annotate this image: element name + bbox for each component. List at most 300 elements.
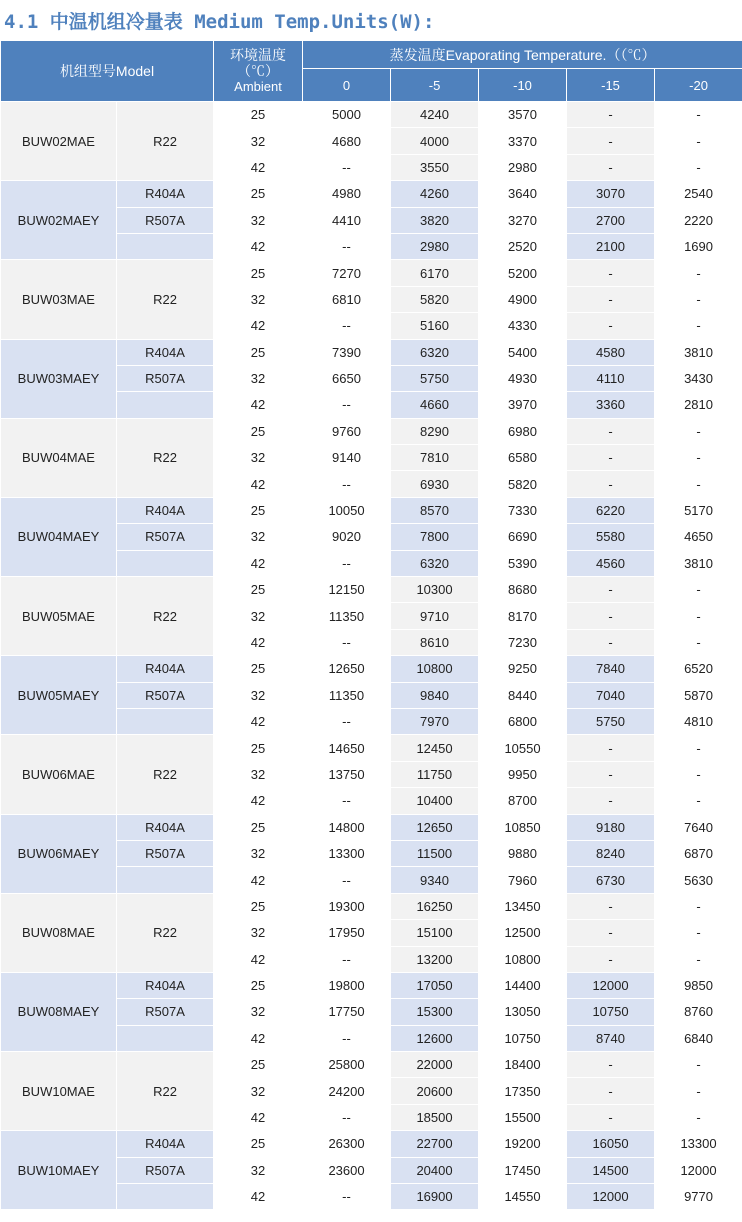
- ambient-cell: 25: [214, 577, 303, 603]
- capacity-value-cell: -: [567, 761, 655, 787]
- ambient-cell: 32: [214, 999, 303, 1025]
- capacity-value-cell: 5200: [479, 260, 567, 286]
- capacity-value-cell: 9140: [303, 445, 391, 471]
- capacity-value-cell: 2100: [567, 233, 655, 259]
- table-row: [1, 577, 742, 603]
- capacity-value-cell: -: [655, 761, 742, 787]
- capacity-value-cell: 7800: [391, 524, 479, 550]
- capacity-value-cell: -: [655, 735, 742, 761]
- ambient-cell: 25: [214, 339, 303, 365]
- refrigerant-cell: R507A: [117, 207, 214, 233]
- capacity-value-cell: 10300: [391, 577, 479, 603]
- evap-temp-header: 0: [303, 69, 391, 102]
- refrigerant-cell: [117, 392, 214, 418]
- capacity-value-cell: -: [655, 418, 742, 444]
- capacity-value-cell: 16050: [567, 1131, 655, 1157]
- ambient-cell: 42: [214, 392, 303, 418]
- capacity-value-cell: 16250: [391, 893, 479, 919]
- page-title: 4.1 中温机组冷量表 Medium Temp.Units(W):: [4, 11, 435, 33]
- capacity-value-cell: 9840: [391, 682, 479, 708]
- capacity-value-cell: 7230: [479, 629, 567, 655]
- capacity-value-cell: 7640: [655, 814, 742, 840]
- capacity-value-cell: 9710: [391, 603, 479, 629]
- capacity-value-cell: 12150: [303, 577, 391, 603]
- capacity-value-cell: -: [655, 1052, 742, 1078]
- capacity-value-cell: -: [655, 471, 742, 497]
- ambient-header-line-2: （℃）: [237, 63, 280, 79]
- capacity-value-cell: 14550: [479, 1184, 567, 1210]
- evaporating-temp-header: 蒸发温度Evaporating Temperature.（（℃）: [303, 41, 742, 69]
- ambient-cell: 32: [214, 1078, 303, 1104]
- refrigerant-cell: R22: [117, 735, 214, 814]
- ambient-cell: 25: [214, 1052, 303, 1078]
- capacity-value-cell: -: [567, 577, 655, 603]
- refrigerant-cell: [117, 550, 214, 576]
- capacity-value-cell: 11500: [391, 840, 479, 866]
- capacity-value-cell: 25800: [303, 1052, 391, 1078]
- capacity-value-cell: -: [567, 735, 655, 761]
- capacity-value-cell: 8760: [655, 999, 742, 1025]
- capacity-value-cell: 4240: [391, 102, 479, 128]
- capacity-value-cell: -: [567, 1078, 655, 1104]
- refrigerant-cell: [117, 867, 214, 893]
- capacity-value-cell: 4980: [303, 181, 391, 207]
- capacity-value-cell: --: [303, 788, 391, 814]
- capacity-value-cell: 14800: [303, 814, 391, 840]
- capacity-value-cell: 7970: [391, 708, 479, 734]
- capacity-value-cell: 5160: [391, 313, 479, 339]
- capacity-value-cell: 8610: [391, 629, 479, 655]
- capacity-value-cell: 5820: [479, 471, 567, 497]
- capacity-value-cell: -: [655, 260, 742, 286]
- capacity-value-cell: -: [655, 102, 742, 128]
- ambient-cell: 32: [214, 286, 303, 312]
- capacity-value-cell: 4260: [391, 181, 479, 207]
- capacity-value-cell: -: [655, 1104, 742, 1130]
- ambient-cell: 25: [214, 260, 303, 286]
- refrigerant-cell: [117, 233, 214, 259]
- capacity-value-cell: 7040: [567, 682, 655, 708]
- capacity-value-cell: 4560: [567, 550, 655, 576]
- capacity-value-cell: 16900: [391, 1184, 479, 1210]
- capacity-value-cell: 6320: [391, 339, 479, 365]
- capacity-value-cell: 20400: [391, 1157, 479, 1183]
- refrigerant-cell: R404A: [117, 814, 214, 840]
- capacity-value-cell: -: [567, 920, 655, 946]
- ambient-cell: 32: [214, 682, 303, 708]
- capacity-value-cell: 3270: [479, 207, 567, 233]
- ambient-cell: 42: [214, 788, 303, 814]
- evap-temp-header: -5: [391, 69, 479, 102]
- table-row: [1, 181, 742, 207]
- capacity-value-cell: 2980: [479, 154, 567, 180]
- capacity-value-cell: 6980: [479, 418, 567, 444]
- model-cell: BUW04MAEY: [1, 497, 117, 576]
- capacity-value-cell: 4580: [567, 339, 655, 365]
- ambient-cell: 42: [214, 313, 303, 339]
- capacity-value-cell: 9020: [303, 524, 391, 550]
- ambient-cell: 32: [214, 1157, 303, 1183]
- refrigerant-cell: R507A: [117, 840, 214, 866]
- refrigerant-cell: R404A: [117, 656, 214, 682]
- refrigerant-cell: R507A: [117, 1157, 214, 1183]
- capacity-value-cell: 3970: [479, 392, 567, 418]
- ambient-cell: 42: [214, 946, 303, 972]
- capacity-value-cell: 9850: [655, 972, 742, 998]
- capacity-value-cell: 19300: [303, 893, 391, 919]
- capacity-value-cell: -: [567, 313, 655, 339]
- refrigerant-cell: R22: [117, 418, 214, 497]
- capacity-value-cell: 8240: [567, 840, 655, 866]
- capacity-value-cell: 7390: [303, 339, 391, 365]
- capacity-value-cell: -: [567, 102, 655, 128]
- capacity-value-cell: 9250: [479, 656, 567, 682]
- capacity-value-cell: 7330: [479, 497, 567, 523]
- ambient-cell: 42: [214, 1184, 303, 1210]
- capacity-value-cell: 12600: [391, 1025, 479, 1051]
- capacity-value-cell: 4000: [391, 128, 479, 154]
- capacity-value-cell: -: [655, 629, 742, 655]
- evap-temp-header: -15: [567, 69, 655, 102]
- ambient-cell: 25: [214, 102, 303, 128]
- capacity-value-cell: 12000: [567, 972, 655, 998]
- capacity-value-cell: 3550: [391, 154, 479, 180]
- capacity-value-cell: 13200: [391, 946, 479, 972]
- model-cell: BUW05MAE: [1, 577, 117, 656]
- capacity-value-cell: -: [567, 946, 655, 972]
- capacity-value-cell: 17350: [479, 1078, 567, 1104]
- ambient-cell: 25: [214, 972, 303, 998]
- refrigerant-cell: R22: [117, 577, 214, 656]
- capacity-value-cell: 3810: [655, 339, 742, 365]
- capacity-value-cell: 1690: [655, 233, 742, 259]
- capacity-value-cell: 26300: [303, 1131, 391, 1157]
- ambient-cell: 25: [214, 497, 303, 523]
- table-header: [1, 41, 742, 102]
- capacity-value-cell: 17450: [479, 1157, 567, 1183]
- capacity-value-cell: 4810: [655, 708, 742, 734]
- capacity-value-cell: -: [655, 946, 742, 972]
- ambient-cell: 42: [214, 233, 303, 259]
- capacity-value-cell: 17750: [303, 999, 391, 1025]
- model-cell: BUW06MAE: [1, 735, 117, 814]
- capacity-value-cell: 8290: [391, 418, 479, 444]
- capacity-value-cell: --: [303, 154, 391, 180]
- ambient-header-line-3: Ambient: [234, 79, 282, 94]
- capacity-value-cell: 3640: [479, 181, 567, 207]
- table-row: [1, 339, 742, 365]
- capacity-value-cell: --: [303, 471, 391, 497]
- capacity-value-cell: -: [655, 128, 742, 154]
- capacity-value-cell: 22000: [391, 1052, 479, 1078]
- capacity-value-cell: -: [655, 154, 742, 180]
- capacity-value-cell: 4660: [391, 392, 479, 418]
- capacity-value-cell: 5750: [391, 365, 479, 391]
- capacity-value-cell: 10400: [391, 788, 479, 814]
- capacity-value-cell: 8440: [479, 682, 567, 708]
- refrigerant-cell: R507A: [117, 999, 214, 1025]
- capacity-value-cell: 12000: [567, 1184, 655, 1210]
- capacity-value-cell: 2980: [391, 233, 479, 259]
- ambient-cell: 32: [214, 207, 303, 233]
- capacity-value-cell: --: [303, 629, 391, 655]
- capacity-value-cell: 2810: [655, 392, 742, 418]
- capacity-value-cell: 13450: [479, 893, 567, 919]
- capacity-value-cell: -: [655, 893, 742, 919]
- table-row: [1, 656, 742, 682]
- capacity-value-cell: 6870: [655, 840, 742, 866]
- capacity-value-cell: 6520: [655, 656, 742, 682]
- capacity-value-cell: -: [655, 445, 742, 471]
- capacity-value-cell: 5170: [655, 497, 742, 523]
- model-cell: BUW05MAEY: [1, 656, 117, 735]
- ambient-cell: 25: [214, 735, 303, 761]
- model-column-header: 机组型号Model: [1, 41, 214, 102]
- capacity-value-cell: --: [303, 1184, 391, 1210]
- refrigerant-cell: R404A: [117, 497, 214, 523]
- capacity-value-cell: -: [655, 603, 742, 629]
- ambient-cell: 42: [214, 629, 303, 655]
- ambient-cell: 32: [214, 840, 303, 866]
- table-row: [1, 260, 742, 286]
- capacity-value-cell: 15300: [391, 999, 479, 1025]
- ambient-cell: 42: [214, 154, 303, 180]
- model-cell: BUW10MAEY: [1, 1131, 117, 1210]
- ambient-cell: 32: [214, 128, 303, 154]
- capacity-value-cell: 10750: [567, 999, 655, 1025]
- capacity-value-cell: --: [303, 1025, 391, 1051]
- capacity-value-cell: 7810: [391, 445, 479, 471]
- capacity-value-cell: 11350: [303, 682, 391, 708]
- capacity-value-cell: 6690: [479, 524, 567, 550]
- capacity-value-cell: 5000: [303, 102, 391, 128]
- refrigerant-cell: [117, 1025, 214, 1051]
- ambient-cell: 32: [214, 365, 303, 391]
- capacity-value-cell: 7840: [567, 656, 655, 682]
- capacity-value-cell: 9880: [479, 840, 567, 866]
- capacity-value-cell: -: [567, 893, 655, 919]
- capacity-value-cell: 4900: [479, 286, 567, 312]
- ambient-cell: 42: [214, 708, 303, 734]
- capacity-value-cell: 9950: [479, 761, 567, 787]
- capacity-value-cell: 11350: [303, 603, 391, 629]
- capacity-value-cell: 5400: [479, 339, 567, 365]
- capacity-value-cell: 5820: [391, 286, 479, 312]
- table-row: [1, 497, 742, 523]
- ambient-cell: 25: [214, 418, 303, 444]
- ambient-cell: 32: [214, 445, 303, 471]
- capacity-value-cell: 23600: [303, 1157, 391, 1183]
- capacity-value-cell: 6840: [655, 1025, 742, 1051]
- ambient-column-header: [214, 41, 303, 102]
- ambient-cell: 25: [214, 181, 303, 207]
- capacity-value-cell: 19200: [479, 1131, 567, 1157]
- capacity-value-cell: 6580: [479, 445, 567, 471]
- table-row: [1, 1131, 742, 1157]
- capacity-value-cell: 6930: [391, 471, 479, 497]
- capacity-value-cell: 3570: [479, 102, 567, 128]
- capacity-value-cell: 6220: [567, 497, 655, 523]
- table-row: [1, 418, 742, 444]
- evap-temp-header: -10: [479, 69, 567, 102]
- capacity-value-cell: 17050: [391, 972, 479, 998]
- capacity-value-cell: 2540: [655, 181, 742, 207]
- capacity-value-cell: 5630: [655, 867, 742, 893]
- capacity-value-cell: -: [567, 1104, 655, 1130]
- capacity-value-cell: 6320: [391, 550, 479, 576]
- capacity-value-cell: 5750: [567, 708, 655, 734]
- ambient-cell: 42: [214, 1104, 303, 1130]
- capacity-value-cell: 8740: [567, 1025, 655, 1051]
- capacity-value-cell: -: [567, 154, 655, 180]
- capacity-value-cell: --: [303, 233, 391, 259]
- capacity-value-cell: 7960: [479, 867, 567, 893]
- capacity-value-cell: 4410: [303, 207, 391, 233]
- capacity-value-cell: 9180: [567, 814, 655, 840]
- capacity-value-cell: --: [303, 867, 391, 893]
- capacity-value-cell: -: [567, 128, 655, 154]
- capacity-value-cell: -: [567, 471, 655, 497]
- capacity-value-cell: 24200: [303, 1078, 391, 1104]
- capacity-value-cell: 3070: [567, 181, 655, 207]
- refrigerant-cell: R22: [117, 1052, 214, 1131]
- capacity-value-cell: 15100: [391, 920, 479, 946]
- capacity-value-cell: --: [303, 946, 391, 972]
- capacity-value-cell: 9770: [655, 1184, 742, 1210]
- capacity-value-cell: 4650: [655, 524, 742, 550]
- capacity-value-cell: 10550: [479, 735, 567, 761]
- capacity-value-cell: 12650: [391, 814, 479, 840]
- capacity-value-cell: 13300: [303, 840, 391, 866]
- ambient-cell: 25: [214, 814, 303, 840]
- capacity-value-cell: 12000: [655, 1157, 742, 1183]
- capacity-value-cell: -: [567, 629, 655, 655]
- capacity-value-cell: 6810: [303, 286, 391, 312]
- capacity-value-cell: 10800: [479, 946, 567, 972]
- capacity-value-cell: 6650: [303, 365, 391, 391]
- capacity-value-cell: --: [303, 1104, 391, 1130]
- capacity-value-cell: -: [655, 788, 742, 814]
- table-row: [1, 972, 742, 998]
- capacity-value-cell: 10850: [479, 814, 567, 840]
- capacity-value-cell: 19800: [303, 972, 391, 998]
- capacity-value-cell: 22700: [391, 1131, 479, 1157]
- capacity-value-cell: -: [567, 260, 655, 286]
- evap-temp-header: -20: [655, 69, 742, 102]
- model-cell: BUW04MAE: [1, 418, 117, 497]
- capacity-value-cell: 4930: [479, 365, 567, 391]
- capacity-value-cell: 7270: [303, 260, 391, 286]
- table-row: [1, 893, 742, 919]
- capacity-value-cell: 15500: [479, 1104, 567, 1130]
- capacity-value-cell: 8700: [479, 788, 567, 814]
- capacity-value-cell: -: [655, 286, 742, 312]
- capacity-value-cell: 8570: [391, 497, 479, 523]
- capacity-value-cell: 8680: [479, 577, 567, 603]
- ambient-cell: 32: [214, 920, 303, 946]
- capacity-value-cell: -: [655, 577, 742, 603]
- capacity-value-cell: 18500: [391, 1104, 479, 1130]
- ambient-cell: 32: [214, 603, 303, 629]
- capacity-value-cell: -: [567, 445, 655, 471]
- capacity-value-cell: 20600: [391, 1078, 479, 1104]
- refrigerant-cell: R404A: [117, 181, 214, 207]
- capacity-value-cell: 14400: [479, 972, 567, 998]
- refrigerant-cell: R507A: [117, 365, 214, 391]
- capacity-value-cell: 13750: [303, 761, 391, 787]
- refrigerant-cell: R22: [117, 102, 214, 181]
- capacity-value-cell: -: [567, 1052, 655, 1078]
- ambient-cell: 32: [214, 524, 303, 550]
- capacity-value-cell: --: [303, 392, 391, 418]
- refrigerant-cell: [117, 708, 214, 734]
- capacity-value-cell: 11750: [391, 761, 479, 787]
- ambient-cell: 42: [214, 471, 303, 497]
- capacity-value-cell: 2520: [479, 233, 567, 259]
- refrigerant-cell: R404A: [117, 972, 214, 998]
- capacity-value-cell: 4110: [567, 365, 655, 391]
- capacity-value-cell: 3820: [391, 207, 479, 233]
- ambient-cell: 42: [214, 550, 303, 576]
- capacity-value-cell: 18400: [479, 1052, 567, 1078]
- capacity-value-cell: -: [567, 286, 655, 312]
- refrigerant-cell: R22: [117, 260, 214, 339]
- capacity-value-cell: 4680: [303, 128, 391, 154]
- capacity-value-cell: 6170: [391, 260, 479, 286]
- capacity-value-cell: --: [303, 708, 391, 734]
- refrigerant-cell: R507A: [117, 682, 214, 708]
- capacity-value-cell: --: [303, 313, 391, 339]
- capacity-value-cell: -: [567, 788, 655, 814]
- capacity-value-cell: 2220: [655, 207, 742, 233]
- capacity-value-cell: 9760: [303, 418, 391, 444]
- capacity-value-cell: 17950: [303, 920, 391, 946]
- ambient-cell: 25: [214, 893, 303, 919]
- capacity-value-cell: -: [567, 418, 655, 444]
- capacity-value-cell: 2700: [567, 207, 655, 233]
- capacity-value-cell: -: [655, 1078, 742, 1104]
- capacity-value-cell: 10750: [479, 1025, 567, 1051]
- capacity-value-cell: 6730: [567, 867, 655, 893]
- model-cell: BUW08MAEY: [1, 972, 117, 1051]
- ambient-cell: 42: [214, 1025, 303, 1051]
- capacity-value-cell: 5870: [655, 682, 742, 708]
- capacity-value-cell: -: [655, 313, 742, 339]
- capacity-value-cell: 10050: [303, 497, 391, 523]
- model-cell: BUW03MAEY: [1, 339, 117, 418]
- capacity-value-cell: 12450: [391, 735, 479, 761]
- refrigerant-cell: R507A: [117, 524, 214, 550]
- capacity-value-cell: 3370: [479, 128, 567, 154]
- ambient-cell: 25: [214, 1131, 303, 1157]
- ambient-cell: 25: [214, 656, 303, 682]
- capacity-value-cell: -: [567, 603, 655, 629]
- capacity-table: [0, 40, 742, 1210]
- model-cell: BUW02MAE: [1, 102, 117, 181]
- refrigerant-cell: R404A: [117, 1131, 214, 1157]
- capacity-value-cell: 5580: [567, 524, 655, 550]
- ambient-cell: 32: [214, 761, 303, 787]
- capacity-value-cell: -: [655, 920, 742, 946]
- capacity-value-cell: 3360: [567, 392, 655, 418]
- refrigerant-cell: [117, 1184, 214, 1210]
- table-row: [1, 1052, 742, 1078]
- model-cell: BUW06MAEY: [1, 814, 117, 893]
- model-cell: BUW10MAE: [1, 1052, 117, 1131]
- capacity-value-cell: 13050: [479, 999, 567, 1025]
- capacity-value-cell: --: [303, 550, 391, 576]
- model-cell: BUW08MAE: [1, 893, 117, 972]
